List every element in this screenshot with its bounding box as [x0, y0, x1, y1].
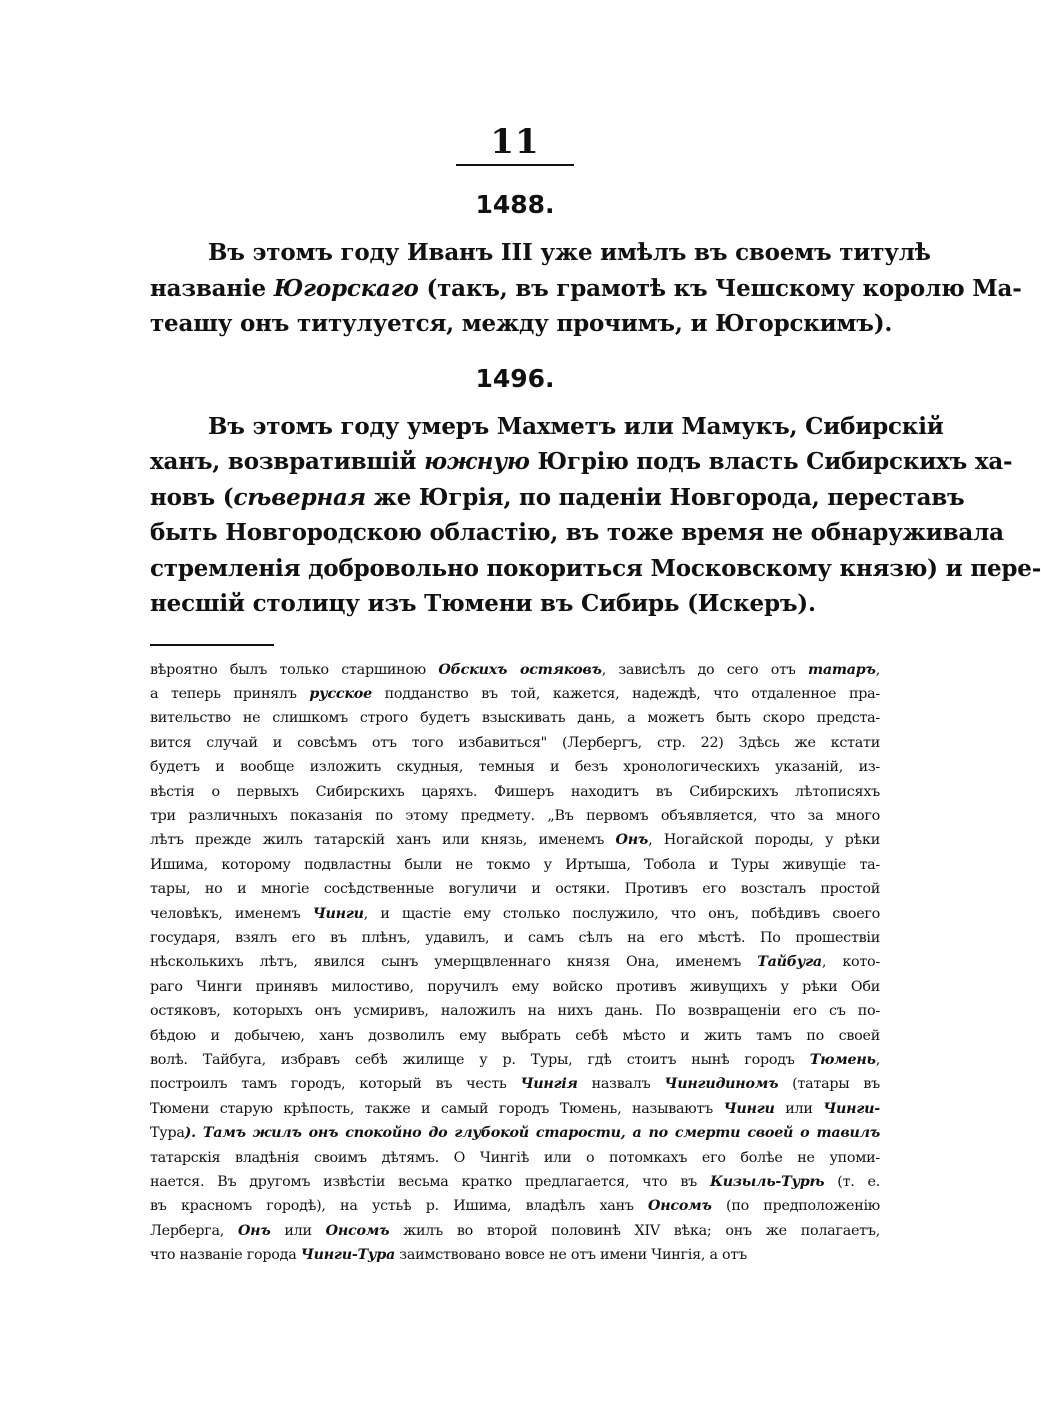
footnote-emphasis: Онсомъ	[648, 1198, 712, 1215]
text-run: несшій столицу изъ Тюмени въ Сибирь (Искеръ).	[150, 590, 816, 617]
footnote-line	[150, 1097, 880, 1121]
book-page	[150, 122, 1041, 1268]
text-line	[150, 235, 931, 271]
footnote-emphasis: татаръ	[808, 661, 876, 678]
footnote-emphasis: ). Тамъ жилъ онъ спокойно до глубокой старости, а по смерти своей о тавилъ	[184, 1125, 880, 1142]
year-heading-1496: 1496.	[475, 363, 555, 393]
text-line	[150, 551, 1041, 587]
footnote-emphasis: Тайбуга	[757, 954, 822, 971]
footnote-line	[150, 706, 880, 730]
footnote-run: Лерберга,	[150, 1222, 238, 1239]
footnote-line	[150, 1170, 880, 1194]
text-line	[150, 480, 965, 516]
footnote-line	[150, 1146, 880, 1170]
footnote-line	[150, 1194, 880, 1218]
text-line	[150, 409, 944, 445]
footnote-emphasis: Чинги	[723, 1100, 775, 1117]
footnote-run: вится случай и совсѣмъ отъ того избавиться" (Лербергъ, стр. 22) Здѣсь же кстати	[150, 734, 880, 751]
footnote-line	[150, 804, 880, 828]
text-run: новъ (	[150, 483, 234, 511]
footnote-run: (т. е.	[824, 1174, 880, 1191]
footnote-line	[150, 1121, 880, 1145]
footnote-line	[150, 999, 880, 1023]
footnote-run: а теперь принялъ	[150, 685, 310, 702]
footnote-run: или	[774, 1100, 824, 1117]
footnote-line	[150, 877, 880, 901]
footnote-run: , Ногайской породы, у рѣки	[648, 832, 880, 849]
footnote-run: три различныхъ показанія по этому предмету. „Въ первомъ объявляется, что за много	[150, 807, 880, 824]
footnote-line	[150, 902, 880, 926]
header-rule	[456, 164, 574, 166]
footnote-run: Тюмени старую крѣпость, также и самый городъ Тюмень, называютъ	[150, 1100, 724, 1117]
text-run: же Югрія, по паденіи Новгорода, переставъ	[365, 483, 965, 511]
footnote-run: человѣкъ, именемъ	[150, 905, 313, 922]
footnote-run: бѣдою и добычею, ханъ дозволилъ ему выбрать себѣ мѣсто и жить тамъ по своей	[150, 1027, 880, 1044]
footnote-run: государя, взялъ его въ плѣнъ, удавилъ, и самъ сѣлъ на его мѣстѣ. По прошествіи	[150, 929, 880, 946]
footnote-run: (по предположенію	[711, 1198, 880, 1215]
footnote-line	[150, 755, 880, 779]
footnote-run: остяковъ, которыхъ онъ усмиривъ, наложилъ на нихъ дань. По возвращеніи его съ по-	[150, 1003, 880, 1020]
footnote-emphasis: Онсомъ	[325, 1222, 390, 1239]
text-run: стремленія добровольно покориться Московскому князю) и пере-	[150, 554, 1041, 582]
footnote-line	[150, 1219, 880, 1243]
footnote-line	[150, 975, 880, 999]
page-number: 11	[490, 122, 540, 162]
footnote-run: волѣ. Тайбуга, избравъ себѣ жилище у р. Туры, гдѣ стоитъ нынѣ городъ	[150, 1052, 810, 1068]
footnote-run: или	[270, 1222, 326, 1239]
footnote-run: въ красномъ городѣ), на устьѣ р. Ишима, владѣлъ ханъ	[150, 1198, 649, 1215]
footnote-run: жилъ во второй половинѣ XIV вѣка; онъ же полагаетъ,	[389, 1222, 880, 1239]
footnote-run: вительство не слишкомъ строго будетъ взыскивать дань, а можетъ быть скоро предста-	[150, 710, 880, 727]
footnote-line	[150, 1072, 880, 1096]
footnote-run: нается. Въ другомъ извѣстіи весьма кратко предлагается, что въ	[150, 1174, 710, 1191]
footnote	[150, 658, 880, 1268]
footnote-emphasis: Онъ	[237, 1222, 271, 1239]
text-line	[150, 515, 1004, 551]
emphasis: сѣверная	[233, 483, 366, 511]
footnote-line	[150, 1024, 880, 1048]
footnote-line	[150, 828, 880, 852]
emphasis: Югорскаго	[273, 274, 419, 302]
text-run: названіе	[150, 274, 274, 302]
text-run: (такъ, въ грамотѣ къ Чешскому королю Ма-	[418, 274, 1022, 302]
footnote-run: построилъ тамъ городъ, который въ честь	[150, 1076, 521, 1093]
footnote-run: подданство въ той, кажется, надеждѣ, что отдаленное пра-	[371, 685, 881, 702]
footnote-line	[150, 780, 880, 804]
footnote-line	[150, 950, 880, 974]
paragraph-1488	[150, 235, 1022, 342]
footnote-run: ,	[875, 1052, 880, 1068]
footnote-run: , и щастіе ему столько послужило, что онъ, побѣдивъ своего	[363, 905, 881, 922]
footnote-line	[150, 853, 880, 877]
text-run: теашу онъ титулуется, между прочимъ, и Югорскимъ).	[150, 310, 893, 337]
footnote-line	[150, 1048, 880, 1072]
footnote-run: тары, но и многіе сосѣдственные вогуличи и остяки. Противъ его возсталъ простой	[150, 881, 880, 898]
footnote-rule	[150, 644, 274, 646]
footnote-run: лѣтъ прежде жилъ татарскій ханъ или князь, именемъ	[150, 832, 616, 849]
footnote-emphasis: Тюмень	[809, 1052, 876, 1068]
footnote-emphasis: Чингія	[520, 1076, 578, 1093]
footnote-run: , кото-	[821, 954, 880, 971]
footnote-run: Тура	[150, 1125, 185, 1142]
paragraph-1496	[150, 409, 1041, 622]
footnote-emphasis: Чинги	[312, 905, 364, 922]
footnote-run: нѣсколькихъ лѣтъ, явился сынъ умерщвленнаго князя Она, именемъ	[150, 954, 758, 971]
text-run: Югрію подъ власть Сибирскихъ ха-	[529, 448, 1013, 475]
footnote-run: вѣстія о первыхъ Сибирскихъ царяхъ. Фишеръ находитъ въ Сибирскихъ лѣтописяхъ	[150, 783, 880, 800]
footnote-emphasis: Чингидиномъ	[664, 1076, 779, 1093]
text-run: ханъ, возвратившій	[150, 448, 425, 475]
footnote-run: татарскія владѣнія своимъ дѣтямъ. О Чингіѣ или о потомкахъ его болѣе не упоми-	[150, 1149, 880, 1166]
footnote-run: вѣроятно былъ только старшиною	[150, 661, 439, 678]
footnote-run: заимствовано вовсе не отъ имени Чингія, а отъ	[394, 1247, 747, 1264]
text-run: Въ этомъ году умеръ Махметъ или Мамукъ, Сибирскій	[208, 412, 944, 440]
text-run: быть Новгородскою областію, въ тоже время не обнаруживала	[150, 519, 1004, 546]
year-heading-1488: 1488.	[475, 190, 555, 219]
footnote-run: будетъ и вообще изложить скудныя, темныя и безъ хронологическихъ указаній, из-	[150, 759, 880, 776]
footnote-emphasis: Обскихъ остяковъ	[438, 661, 602, 678]
text-run: Въ этомъ году Иванъ III уже имѣлъ въ своемъ титулѣ	[208, 239, 931, 266]
footnote-run: что названіе города	[150, 1247, 301, 1264]
footnote-line	[150, 731, 880, 755]
footnote-run: (татары въ	[778, 1076, 880, 1093]
footnote-run: ,	[875, 661, 880, 678]
footnote-emphasis: Кизыль-Турѣ	[709, 1174, 825, 1191]
footnote-run: Ишима, которому подвластны были не токмо у Иртыша, Тобола и Туры живущіе та-	[150, 856, 880, 873]
emphasis: южную	[424, 448, 530, 475]
footnote-emphasis: Чинги-Тура	[300, 1247, 395, 1264]
text-line	[150, 271, 1022, 307]
footnote-line	[150, 682, 880, 706]
footnote-line	[150, 1243, 880, 1267]
text-line	[150, 306, 893, 342]
footnote-emphasis: русское	[309, 685, 372, 702]
text-line	[150, 586, 880, 622]
footnote-line	[150, 658, 880, 682]
footnote-emphasis: Чинги-	[823, 1100, 880, 1117]
footnote-emphasis: Онъ	[615, 832, 649, 849]
footnote-line	[150, 926, 880, 950]
footnote-run: раго Чинги принявъ милостиво, поручилъ ему войско противъ живущихъ у рѣки Оби	[150, 978, 880, 995]
footnote-run: назвалъ	[577, 1076, 665, 1093]
footnote-run: , зависѣлъ до сего отъ	[601, 661, 809, 678]
text-line	[150, 444, 1013, 480]
